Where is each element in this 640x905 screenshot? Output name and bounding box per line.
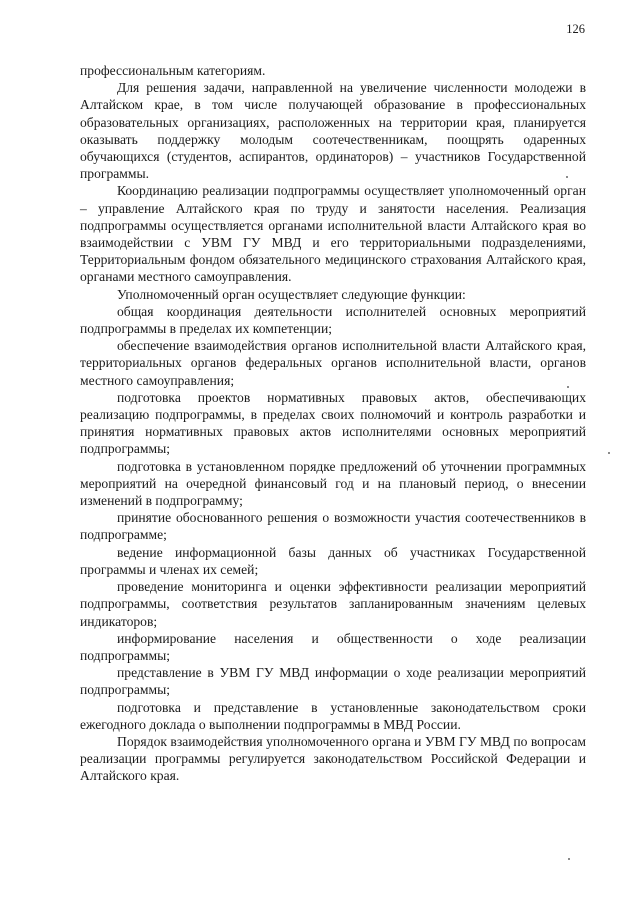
paragraph-functions-intro: Уполномоченный орган осуществляет следующие функции: [117, 286, 466, 302]
list-item-monitoring: проведение мониторинга и оценки эффективности реализации мероприятий подпрограммы, соответствия результатов запланированным значениям целевых индикаторов; [80, 579, 586, 629]
list-item-general-coordination: общая координация деятельности исполнителей основных мероприятий подпрограммы в пределах их компетенции; [80, 303, 586, 337]
list-item-proposals: подготовка в установленном порядке предложений об уточнении программных мероприятий на очередной финансовый год и на плановый период, о внесении изменений в подпрограмму; [80, 458, 586, 509]
list-item-interaction: обеспечение взаимодействия органов исполнительной власти Алтайского края, территориальных органов федеральных органов исполнительной власти, органов местного самоуправления; [80, 338, 586, 388]
paragraph-continuation: профессиональным категориям. [80, 63, 266, 78]
list-item-annual-report: подготовка и представление в установленные законодательством сроки ежегодного доклада о выполнении подпрограммы в МВД России. [80, 699, 586, 732]
body-text [80, 62, 586, 785]
scan-speck [566, 176, 568, 178]
paragraph-procedure: Порядок взаимодействия уполномоченного органа и УВМ ГУ МВД по вопросам реализации программы регулируется законодательством Российской Федерации и Алтайского края. [80, 733, 586, 784]
list-item-database: ведение информационной базы данных об участниках Государственной программы и членах их семей; [80, 544, 586, 577]
list-item-reporting-uvm: представление в УВМ ГУ МВД информации о ходе реализации мероприятий подпрограммы; [80, 665, 586, 698]
paragraph-coordination: Координацию реализации подпрограммы осуществляет уполномоченный орган – управление Алтайского края по труду и занятости населения. Реализация подпрограммы осуществляется органами исполнительной власти Алтайского края во взаимодействии с УВМ ГУ МВД и его территориальными подразделениями, Территориальным фондом обязательного медицинского страхования Алтайского края, органами местного самоуправления. [80, 183, 586, 285]
scan-speck [568, 858, 570, 860]
scan-speck [608, 452, 610, 454]
scan-speck [567, 386, 569, 388]
list-item-informing: информирование населения и общественности о ходе реализации подпрограммы; [80, 630, 586, 663]
paragraph-youth-support: Для решения задачи, направленной на увеличение численности молодежи в Алтайском крае, в том числе получающей образование в профессиональных образовательных организациях, расположенных на территории края, планируется оказывать поддержку молодым соотечественникам, поощрять одаренных обучающихся (студентов, аспирантов, ординаторов) – участников Государственной программы. [80, 80, 586, 182]
list-item-participation-decision: принятие обоснованного решения о возможности участия соотечественников в подпрограмме; [80, 510, 586, 543]
list-item-legal-acts: подготовка проектов нормативных правовых актов, обеспечивающих реализацию подпрограммы, в пределах своих полномочий и контроль разработки и принятия нормативных правовых актов исполнителями основных мероприятий подпрограммы; [80, 389, 586, 457]
page-number: 126 [566, 22, 585, 36]
